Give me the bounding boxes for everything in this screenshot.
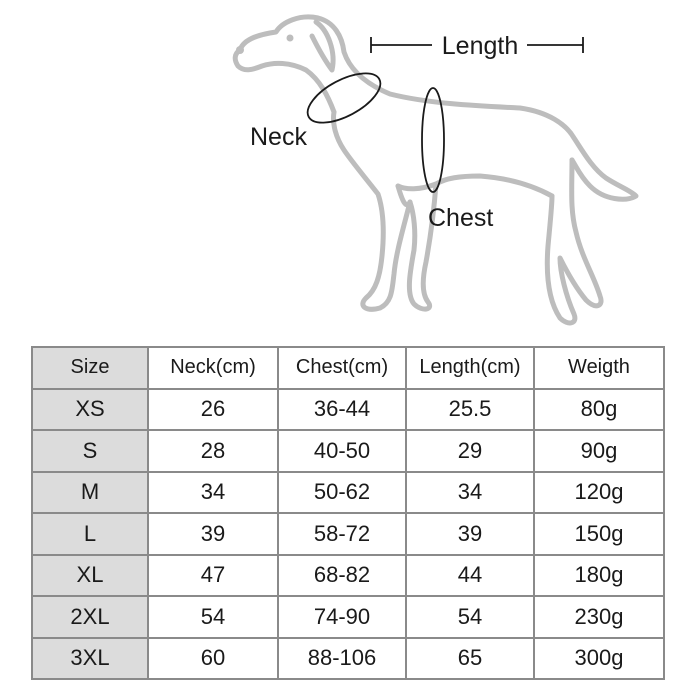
dog-belly bbox=[398, 176, 552, 196]
cell-size: 2XL bbox=[32, 596, 148, 638]
dog-front-legs bbox=[333, 112, 436, 309]
chest-label: Chest bbox=[428, 204, 494, 232]
size-chart-table bbox=[31, 346, 665, 680]
header-neck: Neck(cm) bbox=[148, 347, 278, 389]
cell-length: 25.5 bbox=[406, 389, 534, 431]
cell-neck: 54 bbox=[148, 596, 278, 638]
dog-illustration bbox=[235, 17, 636, 323]
cell-size: 3XL bbox=[32, 638, 148, 680]
cell-chest: 88-106 bbox=[278, 638, 406, 680]
cell-length: 39 bbox=[406, 513, 534, 555]
cell-weight: 150g bbox=[534, 513, 664, 555]
dog-ear bbox=[312, 22, 333, 70]
cell-size: M bbox=[32, 472, 148, 514]
cell-chest: 50-62 bbox=[278, 472, 406, 514]
cell-chest: 36-44 bbox=[278, 389, 406, 431]
cell-length: 44 bbox=[406, 555, 534, 597]
cell-length: 65 bbox=[406, 638, 534, 680]
cell-weight: 80g bbox=[534, 389, 664, 431]
cell-length: 34 bbox=[406, 472, 534, 514]
cell-length: 54 bbox=[406, 596, 534, 638]
table-row bbox=[32, 513, 664, 555]
cell-neck: 39 bbox=[148, 513, 278, 555]
cell-weight: 230g bbox=[534, 596, 664, 638]
cell-chest: 40-50 bbox=[278, 430, 406, 472]
cell-neck: 60 bbox=[148, 638, 278, 680]
cell-weight: 180g bbox=[534, 555, 664, 597]
cell-chest: 58-72 bbox=[278, 513, 406, 555]
cell-neck: 34 bbox=[148, 472, 278, 514]
cell-neck: 47 bbox=[148, 555, 278, 597]
table-row bbox=[32, 430, 664, 472]
cell-length: 29 bbox=[406, 430, 534, 472]
cell-size: XS bbox=[32, 389, 148, 431]
cell-weight: 90g bbox=[534, 430, 664, 472]
table-row bbox=[32, 472, 664, 514]
header-size: Size bbox=[32, 347, 148, 389]
length-label: Length bbox=[441, 32, 519, 60]
cell-size: L bbox=[32, 513, 148, 555]
cell-weight: 120g bbox=[534, 472, 664, 514]
table-row bbox=[32, 555, 664, 597]
cell-neck: 26 bbox=[148, 389, 278, 431]
cell-chest: 74-90 bbox=[278, 596, 406, 638]
header-chest: Chest(cm) bbox=[278, 347, 406, 389]
neck-label: Neck bbox=[250, 123, 307, 151]
cell-weight: 300g bbox=[534, 638, 664, 680]
cell-size: XL bbox=[32, 555, 148, 597]
cell-chest: 68-82 bbox=[278, 555, 406, 597]
size-chart-body bbox=[32, 347, 664, 679]
dog-nose-icon bbox=[236, 46, 244, 54]
table-row bbox=[32, 389, 664, 431]
cell-neck: 28 bbox=[148, 430, 278, 472]
header-length: Length(cm) bbox=[406, 347, 534, 389]
dog-measurement-diagram bbox=[0, 0, 700, 340]
table-row bbox=[32, 638, 664, 680]
table-row bbox=[32, 596, 664, 638]
dog-eye-icon bbox=[287, 35, 294, 42]
header-weight: Weigth bbox=[534, 347, 664, 389]
header-row bbox=[32, 347, 664, 389]
dog-hind-leg bbox=[547, 160, 601, 323]
dog-jaw bbox=[235, 50, 334, 112]
cell-size: S bbox=[32, 430, 148, 472]
